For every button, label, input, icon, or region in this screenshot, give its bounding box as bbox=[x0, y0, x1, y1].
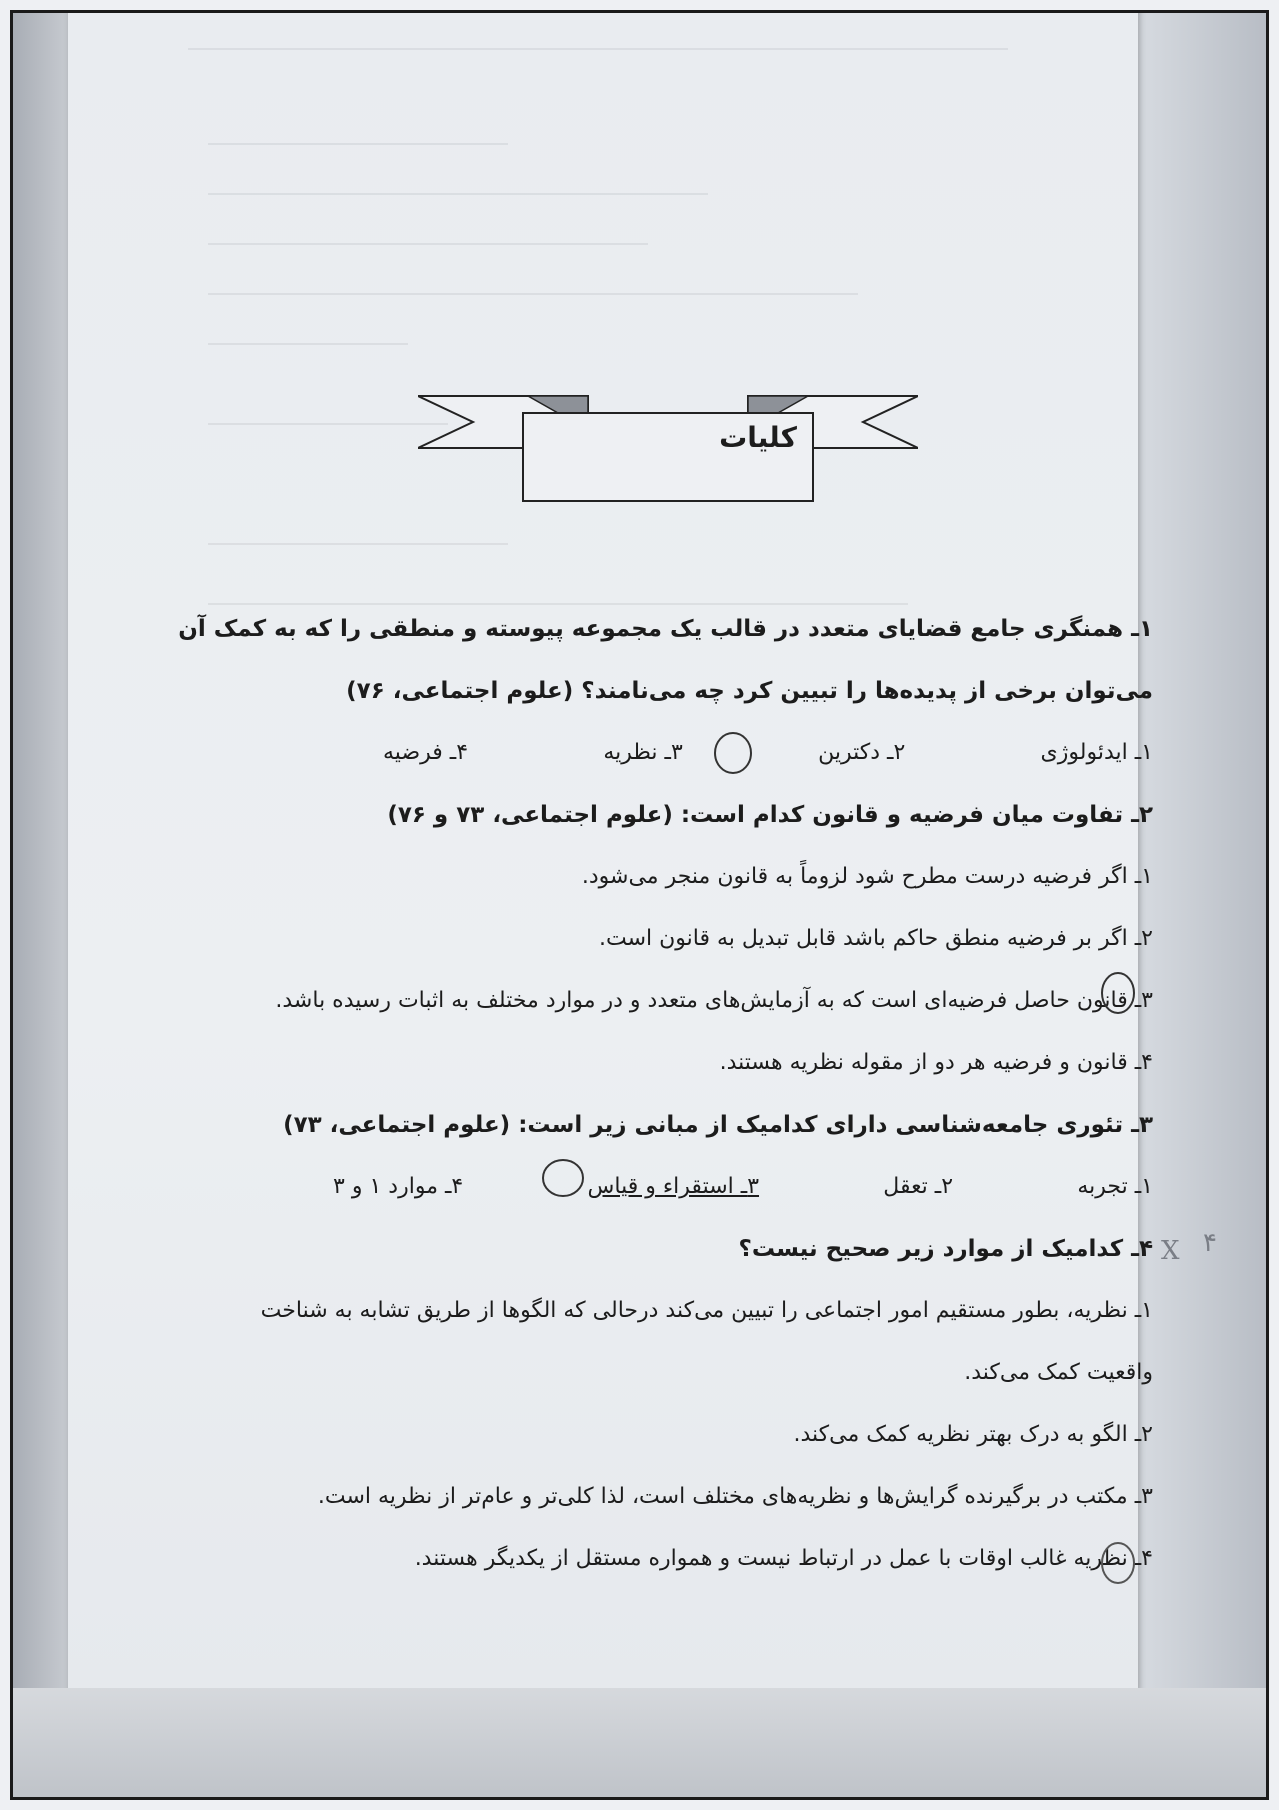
question-2-option-4: ۴ـ قانون و فرضیه هر دو از مقوله نظریه هستند. bbox=[719, 1050, 1153, 1075]
show-through-line bbox=[208, 343, 408, 345]
question-3-stem: ۳ـ تئوری جامعه‌شناسی دارای کدامیک از مبانی زیر است: (علوم اجتماعی، ۷۳) bbox=[283, 1112, 1153, 1138]
handwritten-circle-q4 bbox=[1093, 1538, 1143, 1588]
page-stack-bottom bbox=[13, 1688, 1266, 1798]
question-2-option-1: ۱ـ اگر فرضیه درست مطرح شود لزوماً به قانون منجر می‌شود. bbox=[581, 864, 1153, 889]
question-4-option-3: ۳ـ مکتب در برگیرنده گرایش‌ها و نظریه‌های مختلف است، لذا کلی‌تر و عام‌تر از نظریه است. bbox=[317, 1484, 1153, 1509]
question-2-stem: ۲ـ تفاوت میان فرضیه و قانون کدام است: (علوم اجتماعی، ۷۳ و ۷۶) bbox=[387, 802, 1153, 828]
book-page bbox=[68, 10, 1217, 1693]
margin-number-mark: ۴ bbox=[1203, 1228, 1217, 1258]
question-3-options bbox=[163, 1156, 1153, 1218]
handwritten-circle-q2 bbox=[1093, 968, 1143, 1018]
question-3-option-2: ۲ـ تعقل bbox=[883, 1174, 954, 1199]
question-1-stem-line-1: ۱ـ همنگری جامع قضایای متعدد در قالب یک مجموعه پیوسته و منطقی را که به کمک آن bbox=[178, 616, 1153, 642]
question-4-option-1-continued: واقعیت کمک می‌کند. bbox=[964, 1360, 1153, 1385]
question-2-option-3-marked: ۳ـ قانون حاصل فرضیه‌ای است که به آزمایش‌های متعدد و در موارد مختلف به اثبات رسیده باشد. bbox=[275, 988, 1153, 1013]
question-list bbox=[163, 598, 1153, 1590]
question-2-option-2: ۲ـ اگر بر فرضیه منطق حاکم باشد قابل تبدیل به قانون است. bbox=[598, 926, 1153, 951]
question-4-stem: ۴ـ کدامیک از موارد زیر صحیح نیست؟ bbox=[738, 1236, 1153, 1262]
section-title: کلیات bbox=[719, 421, 797, 454]
question-4-option-2: ۲ـ الگو به درک بهتر نظریه کمک می‌کند. bbox=[793, 1422, 1153, 1447]
question-4-option-1: ۱ـ نظریه، بطور مستقیم امور اجتماعی را تبیین می‌کند درحالی که الگوها از طریق تشابه به شناخت bbox=[260, 1298, 1153, 1323]
show-through-line bbox=[208, 193, 708, 195]
show-through-line bbox=[188, 48, 1008, 50]
question-1-options bbox=[163, 722, 1153, 784]
show-through-line bbox=[208, 423, 448, 425]
question-1-stem-line-2: می‌توان برخی از پدیده‌ها را تبیین کرد چه می‌نامند؟ (علوم اجتماعی، ۷۶) bbox=[346, 678, 1153, 704]
question-1-option-1: ۱ـ ایدئولوژی bbox=[1040, 740, 1153, 765]
question-3-option-1: ۱ـ تجربه bbox=[1077, 1174, 1153, 1199]
margin-cross-mark: X bbox=[1161, 1236, 1180, 1266]
show-through-line bbox=[208, 293, 858, 295]
show-through-line bbox=[208, 543, 508, 545]
question-4-option-4-marked: ۴ـ نظریه غالب اوقات با عمل در ارتباط نیست و همواره مستقل از یکدیگر هستند. bbox=[414, 1546, 1153, 1571]
question-1-option-3-marked: ۳ـ نظریه bbox=[603, 740, 683, 765]
question-3-option-4-marked: ۴ـ موارد ۱ و ۳ bbox=[333, 1174, 464, 1199]
question-3-option-3: ۳ـ استقراء و قیاس bbox=[587, 1174, 760, 1199]
handwritten-circle-q3 bbox=[538, 1153, 588, 1203]
photo-frame bbox=[10, 10, 1269, 1800]
question-1-option-2: ۲ـ دکترین bbox=[818, 740, 906, 765]
handwritten-circle-q1 bbox=[708, 728, 758, 778]
question-1-option-4: ۴ـ فرضیه bbox=[383, 740, 469, 765]
show-through-line bbox=[208, 143, 508, 145]
show-through-line bbox=[208, 243, 648, 245]
